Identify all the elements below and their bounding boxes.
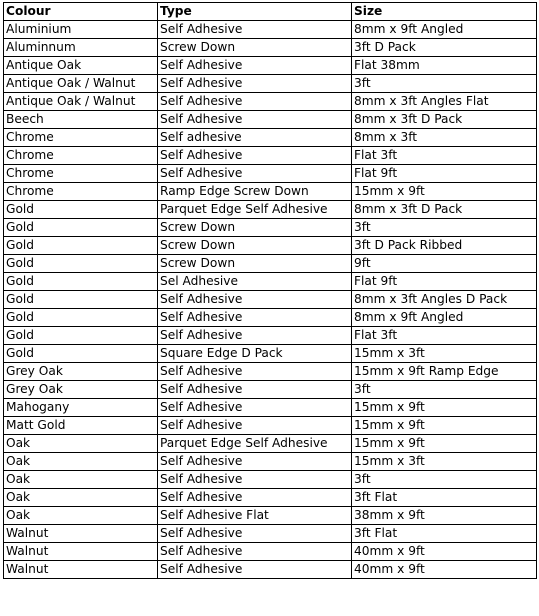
cell-size: Flat 9ft (352, 165, 537, 183)
cell-size: 3ft Flat (352, 525, 537, 543)
cell-size: 3ft (352, 381, 537, 399)
product-table (3, 2, 537, 579)
cell-size: Flat 9ft (352, 273, 537, 291)
cell-colour: Oak (4, 453, 158, 471)
cell-size: 3ft D Pack (352, 39, 537, 57)
cell-size: 15mm x 3ft (352, 453, 537, 471)
table-row (4, 291, 537, 309)
cell-type: Self Adhesive (158, 147, 352, 165)
table-row (4, 75, 537, 93)
cell-size: 8mm x 3ft (352, 129, 537, 147)
cell-colour: Gold (4, 273, 158, 291)
cell-type: Self Adhesive (158, 453, 352, 471)
table-row (4, 471, 537, 489)
cell-size: 15mm x 9ft (352, 399, 537, 417)
cell-colour: Aluminium (4, 21, 158, 39)
table-row (4, 129, 537, 147)
cell-colour: Chrome (4, 183, 158, 201)
cell-type: Self Adhesive (158, 75, 352, 93)
cell-size: 8mm x 9ft Angled (352, 21, 537, 39)
cell-type: Self Adhesive (158, 327, 352, 345)
table-row (4, 381, 537, 399)
cell-type: Self Adhesive Flat (158, 507, 352, 525)
cell-colour: Chrome (4, 129, 158, 147)
header-type: Type (158, 3, 352, 21)
table-row (4, 201, 537, 219)
header-colour: Colour (4, 3, 158, 21)
cell-size: Flat 38mm (352, 57, 537, 75)
cell-colour: Chrome (4, 147, 158, 165)
cell-size: 3ft D Pack Ribbed (352, 237, 537, 255)
cell-type: Ramp Edge Screw Down (158, 183, 352, 201)
cell-colour: Antique Oak / Walnut (4, 93, 158, 111)
cell-size: 38mm x 9ft (352, 507, 537, 525)
table-row (4, 543, 537, 561)
table-row (4, 255, 537, 273)
table-header (4, 3, 537, 21)
table-row (4, 561, 537, 579)
table-body (4, 21, 537, 579)
cell-colour: Walnut (4, 543, 158, 561)
cell-type: Self Adhesive (158, 381, 352, 399)
cell-colour: Gold (4, 255, 158, 273)
cell-colour: Gold (4, 345, 158, 363)
cell-type: Self Adhesive (158, 57, 352, 75)
cell-type: Self Adhesive (158, 525, 352, 543)
cell-colour: Gold (4, 309, 158, 327)
cell-colour: Grey Oak (4, 381, 158, 399)
cell-type: Self Adhesive (158, 111, 352, 129)
cell-type: Self adhesive (158, 129, 352, 147)
cell-size: 3ft (352, 75, 537, 93)
cell-colour: Gold (4, 201, 158, 219)
table-row (4, 273, 537, 291)
cell-colour: Gold (4, 219, 158, 237)
table-row (4, 111, 537, 129)
table-row (4, 525, 537, 543)
cell-size: Flat 3ft (352, 327, 537, 345)
cell-size: 3ft (352, 219, 537, 237)
cell-size: 8mm x 9ft Angled (352, 309, 537, 327)
cell-size: 8mm x 3ft Angles D Pack (352, 291, 537, 309)
cell-type: Self Adhesive (158, 489, 352, 507)
table-row (4, 453, 537, 471)
table-row (4, 435, 537, 453)
cell-size: 40mm x 9ft (352, 561, 537, 579)
table-row (4, 309, 537, 327)
cell-size: 9ft (352, 255, 537, 273)
table-row (4, 57, 537, 75)
cell-type: Square Edge D Pack (158, 345, 352, 363)
cell-colour: Oak (4, 489, 158, 507)
cell-type: Screw Down (158, 255, 352, 273)
cell-colour: Oak (4, 471, 158, 489)
cell-colour: Gold (4, 237, 158, 255)
cell-colour: Gold (4, 291, 158, 309)
cell-type: Self Adhesive (158, 471, 352, 489)
cell-type: Parquet Edge Self Adhesive (158, 435, 352, 453)
cell-size: 3ft (352, 471, 537, 489)
header-row (4, 3, 537, 21)
cell-size: 15mm x 9ft Ramp Edge (352, 363, 537, 381)
cell-size: 8mm x 3ft Angles Flat (352, 93, 537, 111)
table-row (4, 237, 537, 255)
cell-colour: Aluminnum (4, 39, 158, 57)
cell-type: Self Adhesive (158, 543, 352, 561)
cell-colour: Walnut (4, 561, 158, 579)
cell-size: 8mm x 3ft D Pack (352, 201, 537, 219)
cell-type: Self Adhesive (158, 309, 352, 327)
table-row (4, 39, 537, 57)
cell-colour: Walnut (4, 525, 158, 543)
cell-type: Sel Adhesive (158, 273, 352, 291)
table-row (4, 219, 537, 237)
cell-type: Self Adhesive (158, 417, 352, 435)
cell-size: 15mm x 3ft (352, 345, 537, 363)
cell-size: 3ft Flat (352, 489, 537, 507)
cell-type: Self Adhesive (158, 363, 352, 381)
table-row (4, 183, 537, 201)
header-size: Size (352, 3, 537, 21)
cell-colour: Oak (4, 507, 158, 525)
cell-type: Self Adhesive (158, 561, 352, 579)
cell-size: 15mm x 9ft (352, 417, 537, 435)
cell-colour: Matt Gold (4, 417, 158, 435)
table-row (4, 417, 537, 435)
table-row (4, 327, 537, 345)
table-row (4, 165, 537, 183)
cell-colour: Antique Oak / Walnut (4, 75, 158, 93)
cell-size: 8mm x 3ft D Pack (352, 111, 537, 129)
table-row (4, 21, 537, 39)
cell-type: Parquet Edge Self Adhesive (158, 201, 352, 219)
table-row (4, 345, 537, 363)
cell-type: Screw Down (158, 39, 352, 57)
table-row (4, 363, 537, 381)
cell-type: Self Adhesive (158, 291, 352, 309)
cell-colour: Mahogany (4, 399, 158, 417)
cell-colour: Oak (4, 435, 158, 453)
cell-colour: Beech (4, 111, 158, 129)
table-row (4, 93, 537, 111)
cell-colour: Grey Oak (4, 363, 158, 381)
cell-type: Self Adhesive (158, 165, 352, 183)
cell-colour: Gold (4, 327, 158, 345)
cell-type: Screw Down (158, 237, 352, 255)
cell-type: Self Adhesive (158, 399, 352, 417)
table-row (4, 399, 537, 417)
cell-colour: Chrome (4, 165, 158, 183)
cell-colour: Antique Oak (4, 57, 158, 75)
cell-size: 15mm x 9ft (352, 435, 537, 453)
cell-size: 15mm x 9ft (352, 183, 537, 201)
table-row (4, 489, 537, 507)
cell-type: Self Adhesive (158, 93, 352, 111)
table-row (4, 507, 537, 525)
table-row (4, 147, 537, 165)
cell-type: Self Adhesive (158, 21, 352, 39)
cell-type: Screw Down (158, 219, 352, 237)
cell-size: Flat 3ft (352, 147, 537, 165)
cell-size: 40mm x 9ft (352, 543, 537, 561)
